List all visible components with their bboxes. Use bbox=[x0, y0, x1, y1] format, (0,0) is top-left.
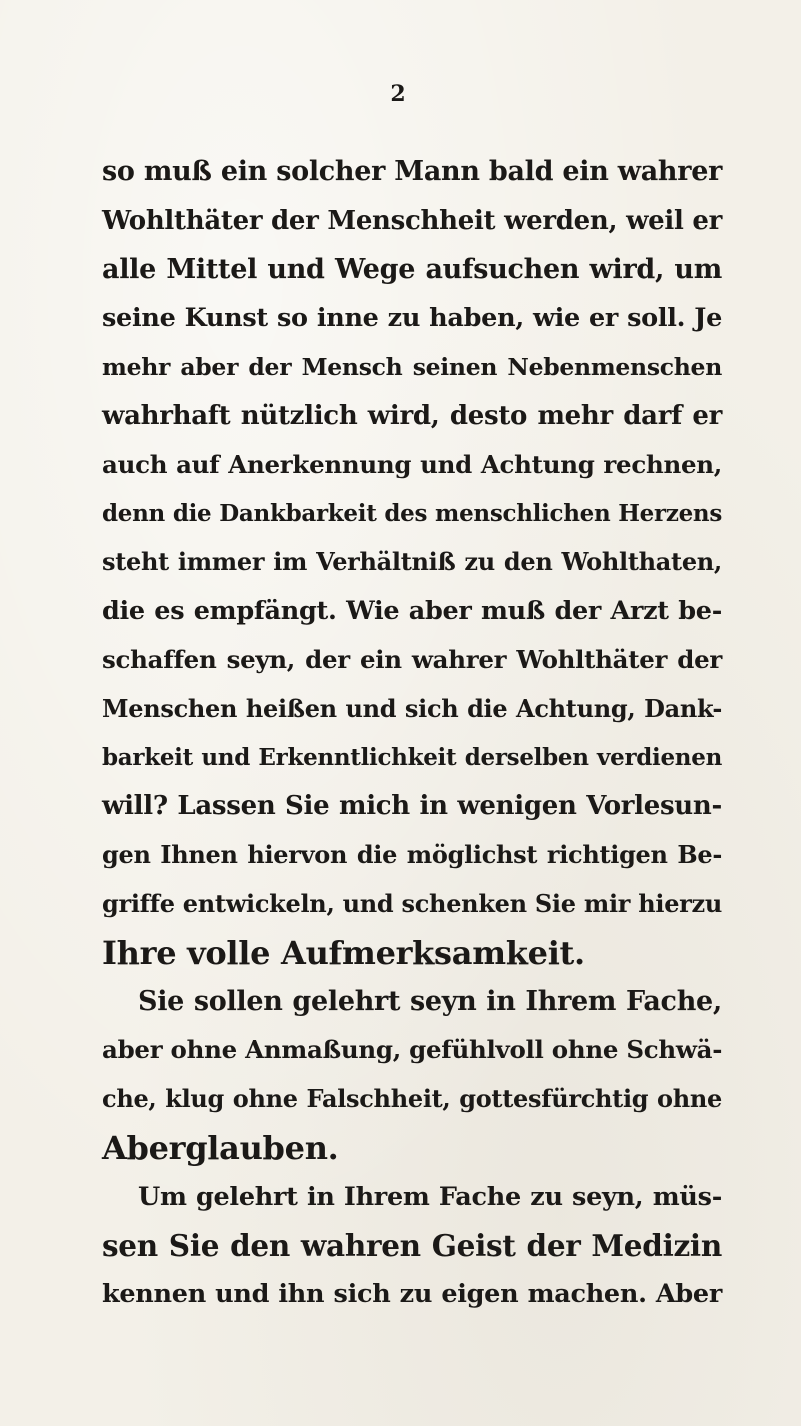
text-line: kennen und ihn sich zu eigen machen. Aber bbox=[102, 1279, 722, 1310]
text-line: alle Mittel und Wege aufsuchen wird, um bbox=[102, 253, 722, 285]
text-line: schaffen seyn, der ein wahrer Wohlthäter der bbox=[102, 644, 722, 674]
text-line: wahrhaft nützlich wird, desto mehr darf er bbox=[102, 400, 722, 431]
text-line: auch auf Anerkennung und Achtung rechnen, bbox=[102, 449, 722, 479]
text-line-paragraph-end: Ihre volle Aufmerksamkeit. bbox=[102, 933, 585, 972]
text-line: steht immer im Verhältniß zu den Wohlthaten, bbox=[102, 547, 722, 577]
text-line: griffe entwickeln, und schenken Sie mir hierzu bbox=[102, 888, 722, 918]
text-line-paragraph-start: Um gelehrt in Ihrem Fache zu seyn, müs- bbox=[138, 1181, 722, 1212]
text-line: che, klug ohne Falschheit, gottesfürchtig ohne bbox=[102, 1084, 722, 1114]
text-line: so muß ein solcher Mann bald ein wahrer bbox=[102, 156, 722, 187]
body-text bbox=[102, 148, 722, 1319]
text-line: aber ohne Anmaßung, gefühlvoll ohne Schwä- bbox=[102, 1035, 723, 1065]
text-line: Wohlthäter der Menschheit werden, weil er bbox=[102, 205, 722, 236]
text-line-paragraph-end: Aberglauben. bbox=[102, 1128, 339, 1167]
text-line: gen Ihnen hiervon die möglichst richtigen Be- bbox=[102, 840, 722, 870]
text-line-paragraph-start: Sie sollen gelehrt seyn in Ihrem Fache, bbox=[138, 985, 722, 1017]
text-line: will? Lassen Sie mich in wenigen Vorlesun- bbox=[102, 791, 722, 822]
text-line: barkeit und Erkenntlichkeit derselben verdienen bbox=[102, 743, 722, 771]
text-line: Menschen heißen und sich die Achtung, Dank- bbox=[102, 693, 722, 723]
text-line: seine Kunst so inne zu haben, wie er soll. Je bbox=[102, 303, 722, 334]
text-line: mehr aber der Mensch seinen Nebenmenschen bbox=[102, 353, 722, 382]
text-line: die es empfängt. Wie aber muß der Arzt be- bbox=[102, 596, 722, 627]
page-number: 2 bbox=[390, 81, 406, 107]
text-line: denn die Dankbarkeit des menschlichen Herzens bbox=[102, 499, 722, 527]
text-line: sen Sie den wahren Geist der Medizin bbox=[102, 1227, 722, 1263]
